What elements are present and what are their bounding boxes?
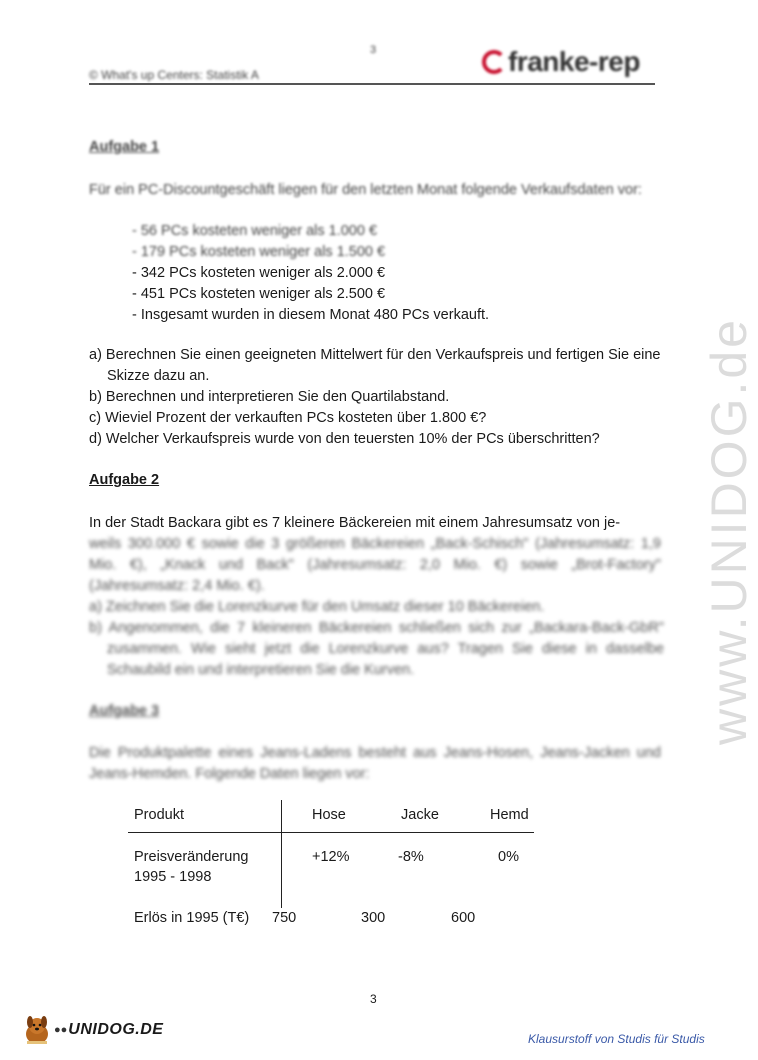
task3-heading: Aufgabe 3 xyxy=(89,703,160,719)
logo-text: franke-rep xyxy=(508,46,640,77)
task1-questions xyxy=(89,345,664,450)
list-item: - Insgesamt wurden in diesem Monat 480 PCs verkauft. xyxy=(132,305,489,326)
table-row1-label-1: Preisveränderung xyxy=(134,849,249,865)
task1-intro: Für ein PC-Discountgeschäft liegen für den letzten Monat folgende Verkaufsdaten vor: xyxy=(89,182,642,198)
task1-heading: Aufgabe 1 xyxy=(89,139,160,155)
question-a: a) Zeichnen Sie die Lorenzkurve für den Umsatz dieser 10 Bäckereien. xyxy=(89,599,545,615)
question-b: b) Berechnen und interpretieren Sie den Quartilabstand. xyxy=(89,389,450,405)
question-c: c) Wieviel Prozent der verkauften PCs kosteten über 1.800 €? xyxy=(89,410,487,426)
question-b: b) Angenommen, die 7 kleineren Bäckereien schließen sich zur „Backara-Back-GbR" zusammen. Wie sieht jetzt die Lorenzkurve aus? Tragen Sie diese in dasselbe Schaubild ein und interpretieren Sie die Kurven. xyxy=(89,620,664,678)
footer-brand: UNIDOG.DE xyxy=(68,1021,164,1038)
table-row1-jacke: -8% xyxy=(398,849,424,865)
task2-line1: In der Stadt Backara gibt es 7 kleinere Bäckereien mit einem Jahresumsatz von je- xyxy=(89,515,621,531)
header-left-text: © What's up Centers: Statistik A xyxy=(89,68,259,82)
table-header-hose: Hose xyxy=(312,807,346,823)
table-vertical-line xyxy=(281,800,282,908)
list-item: - 451 PCs kosteten weniger als 2.500 € xyxy=(132,284,489,305)
question-d: d) Welcher Verkaufspreis wurde von den teuersten 10% der PCs überschritten? xyxy=(89,431,600,447)
paw-icon: ●● xyxy=(54,1024,68,1036)
unidog-logo xyxy=(22,1014,163,1046)
table-row1-hose: +12% xyxy=(312,849,350,865)
task1-list xyxy=(132,221,489,326)
list-item: - 179 PCs kosteten weniger als 1.500 € xyxy=(132,242,489,263)
header-rule xyxy=(89,83,655,85)
table-row2-jacke: 300 xyxy=(361,910,386,926)
table-row1-label-2: 1995 - 1998 xyxy=(134,869,212,885)
watermark: www.UNIDOG.de xyxy=(701,317,757,745)
table-header-product: Produkt xyxy=(134,807,184,823)
table-header-hemd: Hemd xyxy=(490,807,529,823)
task2-text: weils 300.000 € sowie die 3 größeren Bäckereien „Back-Schisch" (Jahresumsatz: 1,9 Mio. €), „Knack und Back" (Jahresumsatz: 2,0 Mio. €) sowie „Brot-Factory" (Jahresumsatz: 2,4 Mio. €). xyxy=(89,536,661,594)
list-item: - 342 PCs kosteten weniger als 2.000 € xyxy=(132,263,489,284)
table-row2-label: Erlös in 1995 (T€) xyxy=(134,910,250,926)
table-header-jacke: Jacke xyxy=(401,807,439,823)
table-row2-hemd: 600 xyxy=(451,910,476,926)
table-row1-hemd: 0% xyxy=(498,849,519,865)
list-item: - 56 PCs kosteten weniger als 1.000 € xyxy=(132,221,489,242)
table-horizontal-line xyxy=(128,832,534,833)
task2-questions xyxy=(89,597,664,681)
task2-heading: Aufgabe 2 xyxy=(89,472,160,488)
footer-slogan: Klausurstoff von Studis für Studis xyxy=(528,1032,705,1046)
table-row2-hose: 750 xyxy=(272,910,297,926)
dog-icon xyxy=(22,1014,52,1046)
logo-ring-icon xyxy=(482,50,506,74)
franke-rep-logo xyxy=(482,46,640,78)
header-page-number: 3 xyxy=(370,44,377,56)
task3-intro: Die Produktpalette eines Jeans-Ladens besteht aus Jeans-Hosen, Jeans-Jacken und Jeans-Hemden. Folgende Daten liegen vor: xyxy=(89,745,661,782)
footer-page-number: 3 xyxy=(370,992,377,1006)
question-a: a) Berechnen Sie einen geeigneten Mittelwert für den Verkaufspreis und fertigen Sie eine Skizze dazu an. xyxy=(89,347,661,384)
